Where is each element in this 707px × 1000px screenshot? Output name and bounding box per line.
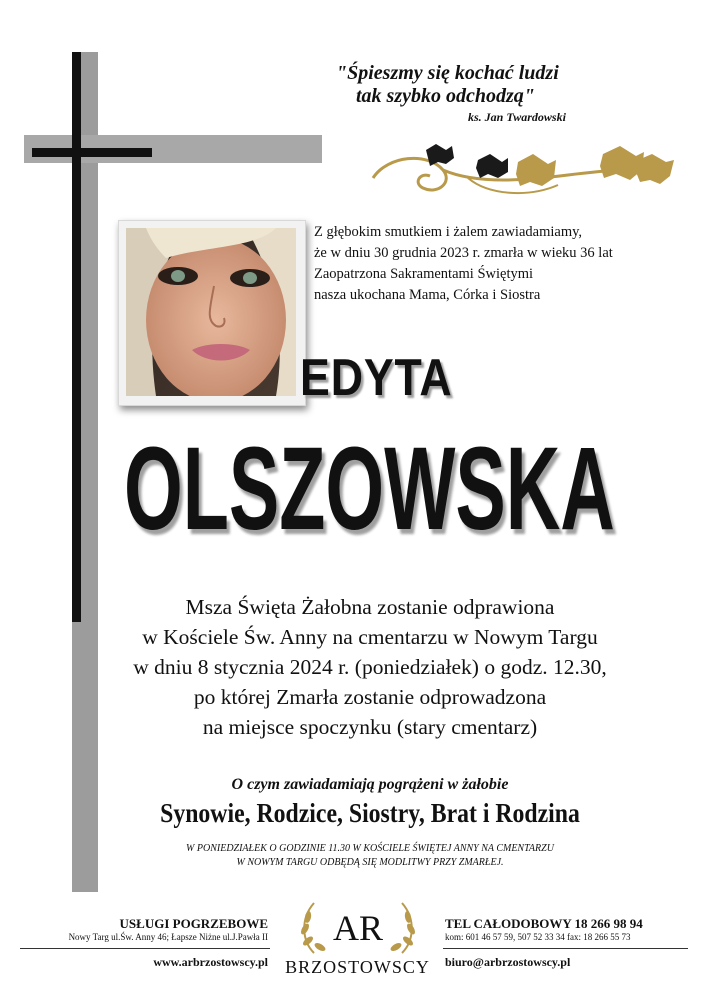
- mourners-intro: O czym zawiadamiają pogrążeni w żałobie: [231, 776, 509, 793]
- mobile-fax-numbers: kom: 601 46 57 59, 507 52 33 34 fax: 18 266 55 73: [445, 932, 631, 942]
- prayer-notice: [130, 842, 610, 870]
- footer-divider-right: [443, 948, 688, 949]
- mass-line: Msza Święta Żałobna zostanie odprawiona: [185, 595, 555, 619]
- deceased-last-name: OLSZOWSKA: [124, 423, 615, 555]
- announcement-line: nasza ukochana Mama, Córka i Siostra: [314, 287, 541, 303]
- cross-vertical-bar: [72, 52, 81, 622]
- announcement-line: że w dniu 30 grudnia 2023 r. zmarła w wieku 36 lat: [314, 245, 613, 261]
- mass-line: po której Zmarła zostanie odprowadzona: [193, 685, 547, 709]
- prayer-line: W PONIEDZIAŁEK O GODZINIE 11.30 W KOŚCIELE ŚWIĘTEJ ANNY NA CMENTARZU: [186, 843, 554, 854]
- leaf-dark-1: [426, 144, 454, 166]
- mass-info: [100, 592, 640, 742]
- mass-line: na miejsce spoczynku (stary cmentarz): [202, 715, 538, 739]
- motto-author: ks. Jan Twardowski: [468, 110, 566, 124]
- leaf-dark-2: [476, 154, 508, 178]
- motto-quote: [320, 62, 620, 125]
- funeral-service-title: USŁUGI POGRZEBOWE: [119, 916, 268, 931]
- announcement-line: Zaopatrzona Sakramentami Świętymi: [314, 266, 534, 282]
- mass-line: w Kościele Św. Anny na cmentarzu w Nowym Targu: [142, 625, 598, 649]
- announcement-text: [314, 222, 634, 306]
- mass-line: w dniu 8 stycznia 2024 r. (poniedziałek) o godz. 12.30,: [133, 655, 607, 679]
- phone-number: TEL CAŁODOBOWY 18 266 98 94: [445, 916, 643, 931]
- footer-divider-left: [20, 948, 270, 949]
- mourners-names: Synowie, Rodzice, Siostry, Brat i Rodzina: [160, 798, 580, 828]
- leaf-gold-3: [636, 154, 674, 184]
- funeral-service-address: Nowy Targ ul.Św. Anny 46; Łapsze Niżne ul.J.Pawła II: [68, 932, 268, 942]
- logo-company-name: BRZOSTOWSCY: [285, 957, 430, 977]
- leaf-gold-1: [516, 154, 556, 186]
- vine-ornament: [368, 140, 678, 205]
- motto-line-2: tak szybko odchodzą": [356, 85, 535, 107]
- website-link[interactable]: www.arbrzostowscy.pl: [153, 955, 268, 969]
- email-link[interactable]: biuro@arbrzostowscy.pl: [445, 955, 571, 969]
- portrait-photo: [126, 228, 296, 396]
- prayer-line: W NOWYM TARGU ODBĘDĄ SIĘ MODLITWY PRZY ZMARŁEJ.: [236, 857, 504, 868]
- logo-initials: AR: [332, 908, 384, 948]
- cross-horizontal-bar: [32, 148, 152, 157]
- announcement-line: Z głębokim smutkiem i żalem zawiadamiamy,: [314, 224, 583, 240]
- motto-line-1: "Śpieszmy się kochać ludzi: [336, 62, 559, 84]
- deceased-first-name: EDYTA: [300, 349, 453, 407]
